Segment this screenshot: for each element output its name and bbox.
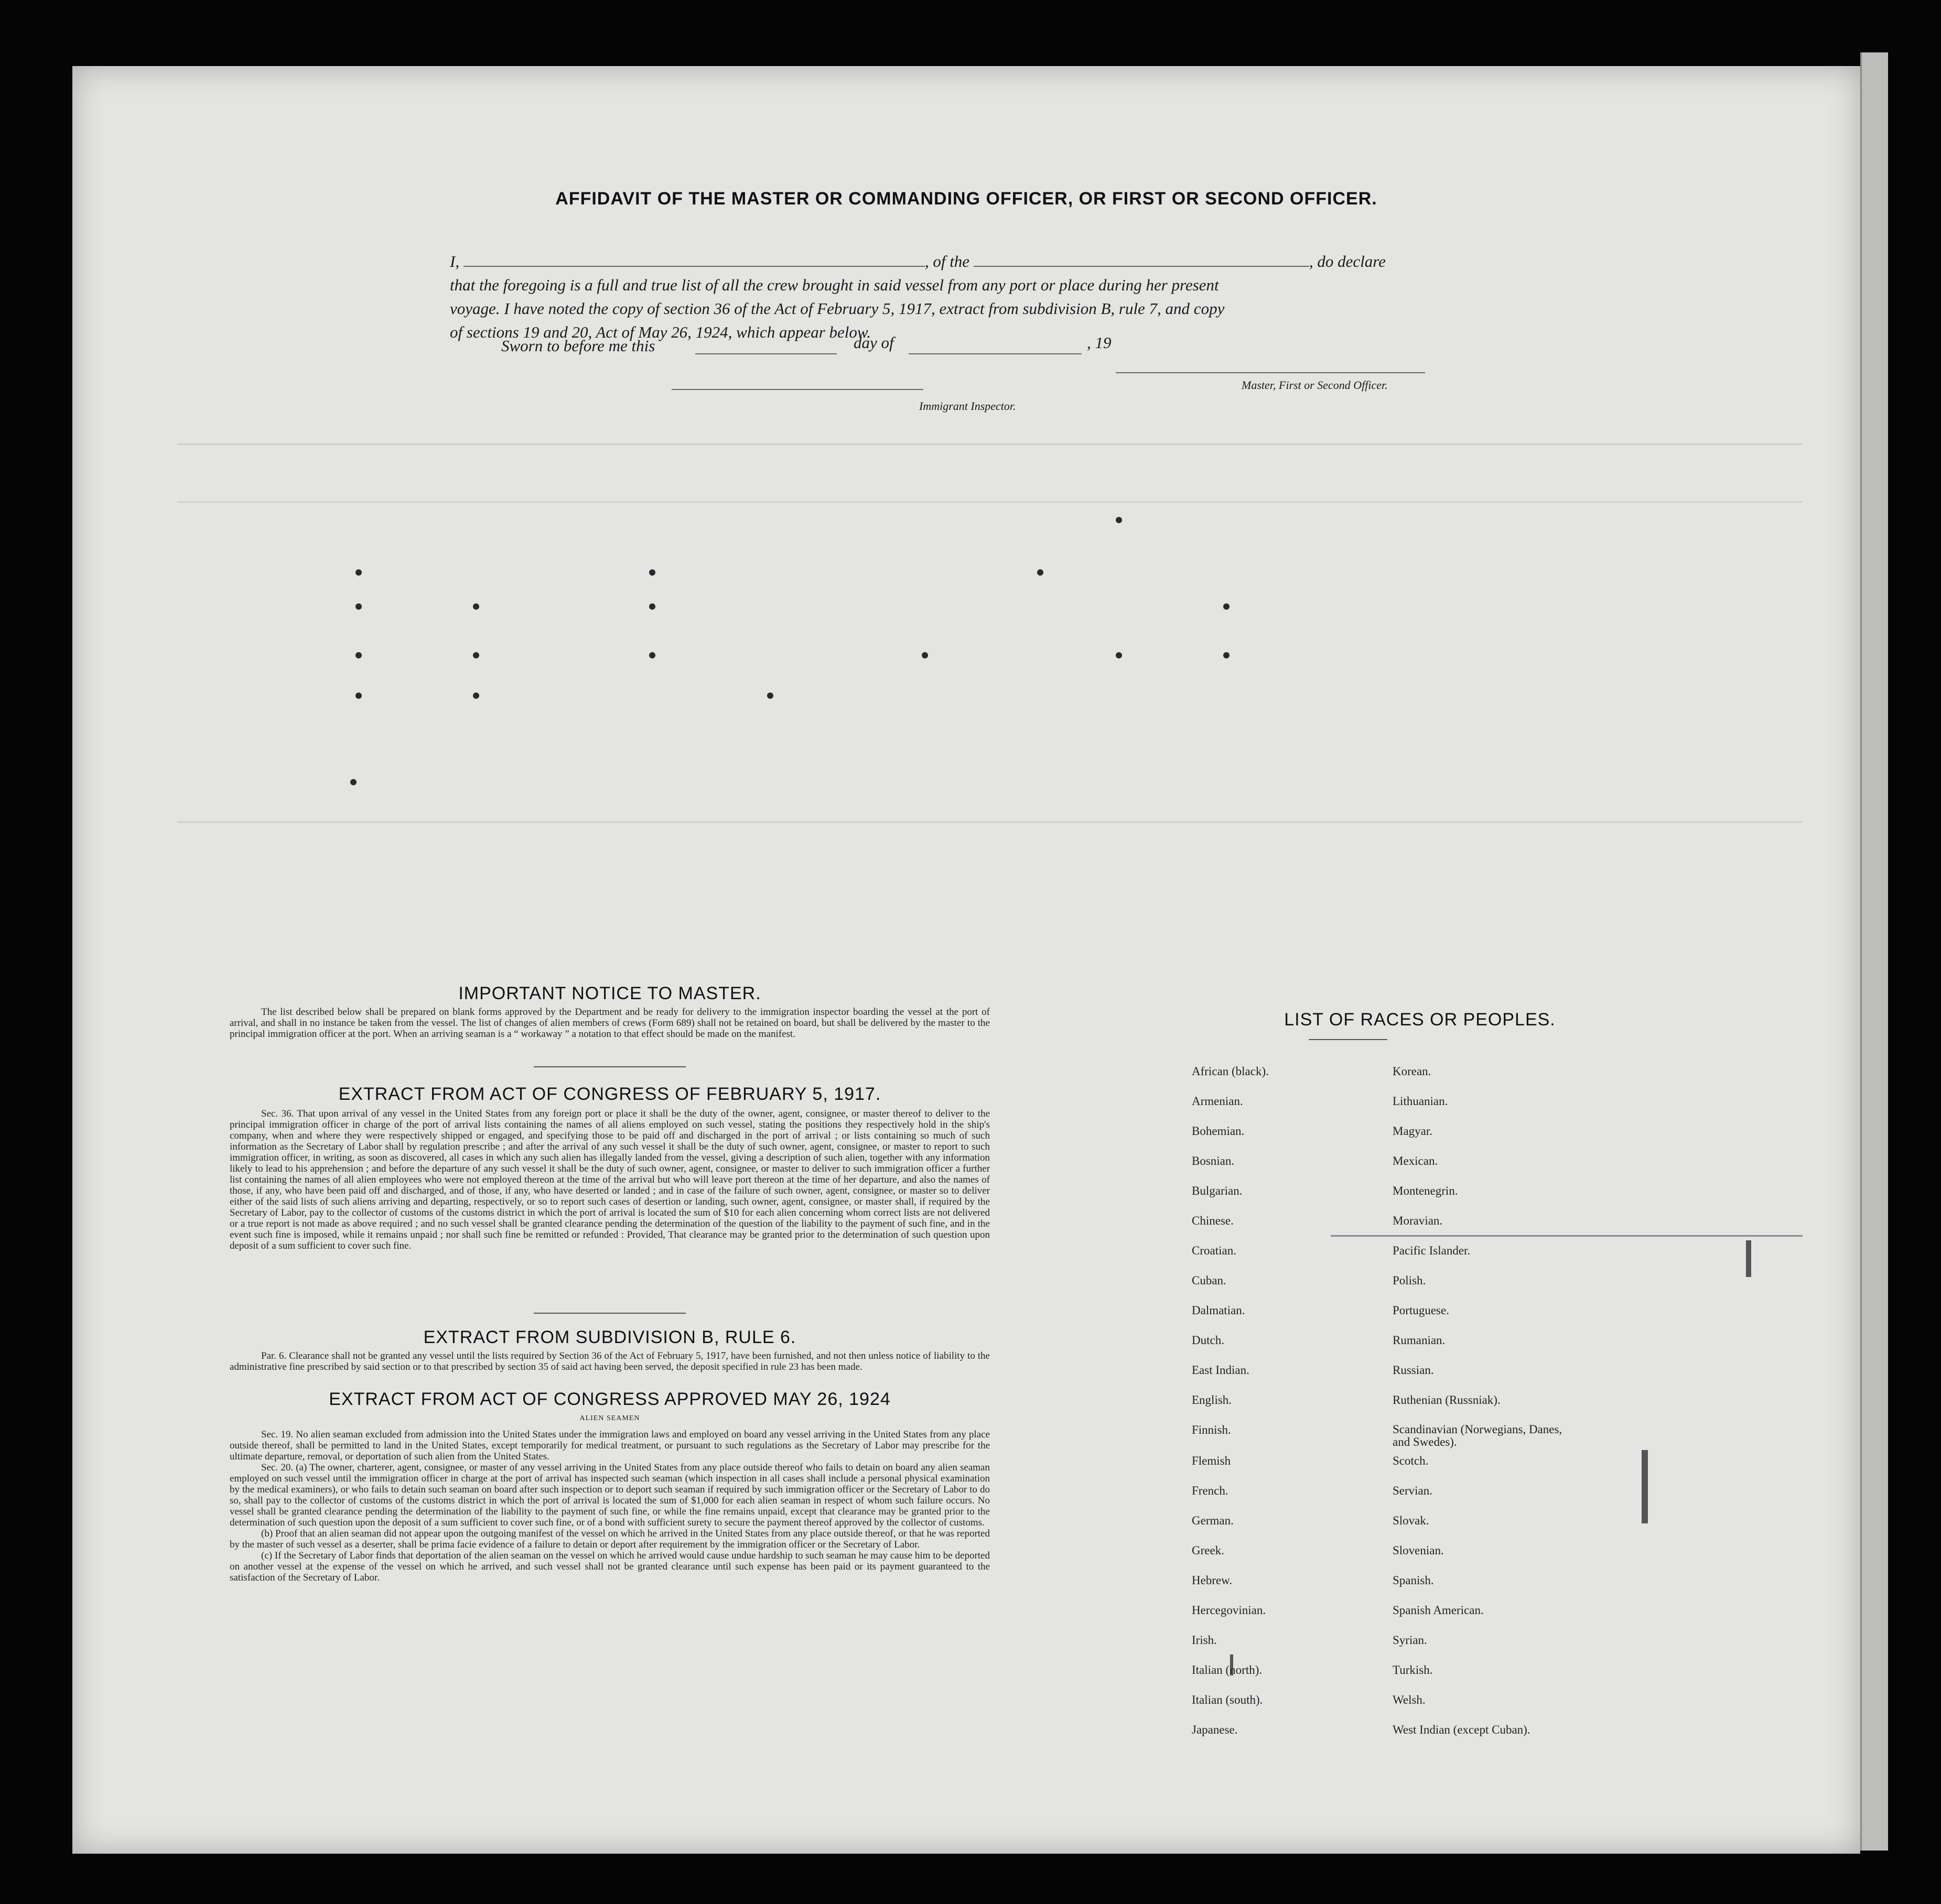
ink-dot xyxy=(649,569,655,576)
race-item: Montenegrin. xyxy=(1393,1184,1458,1197)
race-item: African (black). xyxy=(1192,1065,1269,1078)
race-item: Rumanian. xyxy=(1393,1334,1446,1347)
document-page xyxy=(72,66,1860,1854)
ink-dot xyxy=(355,569,362,576)
affidavit-of-the: , of the xyxy=(924,252,970,271)
day-of-label: day of xyxy=(854,333,894,352)
race-item: Italian (south). xyxy=(1192,1693,1263,1706)
extract-1924-title: EXTRACT FROM ACT OF CONGRESS APPROVED MAY 26, 1924 xyxy=(329,1389,891,1409)
race-item: Korean. xyxy=(1393,1065,1431,1078)
race-item: Scotch. xyxy=(1393,1454,1429,1467)
extract-1917-title: EXTRACT FROM ACT OF CONGRESS OF FEBRUARY 5, 1917. xyxy=(338,1084,881,1104)
race-item: Moravian. xyxy=(1393,1214,1443,1227)
race-item: Bulgarian. xyxy=(1192,1184,1243,1197)
race-item: Hebrew. xyxy=(1192,1574,1233,1587)
divider xyxy=(534,1066,686,1067)
race-item: Chinese. xyxy=(1192,1214,1234,1227)
race-item: Ruthenian (Russniak). xyxy=(1393,1393,1501,1407)
ink-dot xyxy=(767,693,773,699)
race-item: Finnish. xyxy=(1192,1423,1231,1436)
ink-dot xyxy=(355,693,362,699)
ink-mark xyxy=(1331,1235,1803,1237)
race-item: Servian. xyxy=(1393,1484,1433,1497)
race-item: Turkish. xyxy=(1393,1663,1433,1676)
divider xyxy=(1309,1039,1387,1040)
ink-dot xyxy=(350,779,357,785)
ink-dot xyxy=(355,603,362,610)
race-item: Portuguese. xyxy=(1393,1304,1449,1317)
bleed-through-text xyxy=(177,491,1803,503)
bleed-through-text xyxy=(177,433,1803,445)
important-notice-title: IMPORTANT NOTICE TO MASTER. xyxy=(458,983,761,1003)
extract-1924-sec20b: (b) Proof that an alien seaman did not appear upon the outgoing manifest of the vessel on which he arrived in the United States from any place outside thereof, or that he was reported by the master of such vessel as a deserter, shall be prima facie evidence of a failure to detain or deport after requirement by the immigration officer or the Secretary of Labor. xyxy=(230,1528,990,1550)
affidavit-line-3: voyage. I have noted the copy of section 36 of the Act of February 5, 1917, extract from subdivision B, rule 7, and copy xyxy=(450,299,1225,318)
race-item: Italian (north). xyxy=(1192,1663,1263,1676)
race-item: Syrian. xyxy=(1393,1633,1427,1647)
affidavit-statement xyxy=(450,250,1540,344)
master-signature-line[interactable] xyxy=(1116,372,1425,373)
ink-dot xyxy=(1116,652,1122,658)
extract-1917-text: Sec. 36. That upon arrival of any vessel in the United States from any foreign port or place it shall be the duty of the owner, agent, consignee, or master thereof to deliver to the principal immigration officer in charge of the port of arrival lists containing the names of all aliens employed on such vessel, stating the positions they respectively hold in the ship's company, when and where they were respectively shipped or engaged, and specifying those to be paid off and discharged in the port of arrival ; or lists containing so much of such information as the Secretary of Labor shall by regulation prescribe ; and after the arrival of any such vessel it shall be the duty of such owner, agent, consignee, or master to report to such immigration officer, in writing, as soon as discovered, all cases in which any such alien has illegally landed from the vessel, giving a description of such alien, together with any information likely to lead to his apprehension ; and before the departure of any such vessel it shall be the duty of such owner, agent, consignee, or master to deliver to such immigration officer a further list containing the names of all alien employees who were not employed thereon at the time of the arrival but who will leave port thereon at the time of her departure, and also the names of those, if any, who have been paid off and discharged, and of those, if any, who have deserted or landed ; and in case of the failure of such owner, agent, consignee, or master so to deliver either of the said lists of such aliens arriving and departing, respectively, or so to report such cases of desertion or landing, such owner, agent, consignee, or master shall, if required by the Secretary of Labor, pay to the collector of customs of the customs district in which the port of arrival is located the sum of $10 for each alien concerning whom correct lists are not delivered or a true report is not made as above required ; and no such vessel shall be granted clearance pending the determination of the question of the liability to the payment of such fine, and in the event such fine is imposed, while it remains unpaid ; nor shall such fine be remitted or refunded : Provided, That clearance may be granted prior to the determination of such question upon deposit of a sum sufficient to cover such fine. xyxy=(230,1108,990,1251)
race-item: Dalmatian. xyxy=(1192,1304,1245,1317)
extract-rule6-body xyxy=(230,1350,990,1372)
extract-1924-sec20a: Sec. 20. (a) The owner, charterer, agent, consignee, or master of any vessel arriving in the United States from any place outside thereof who fails to detain on board any alien seaman employed on such vessel until the immigration officer in charge at the port of arrival has inspected such seaman (which inspection in all cases shall include a personal physical examination by the medical examiners), or who fails to detain such seaman on board after such inspection or to deport such seaman if required by such immigration officer or the Secretary of Labor to do so, shall pay to the collector of customs of the customs district in which the port of arrival is located the sum of $1,000 for each alien seaman in respect of whom such failure occurs. No vessel shall be granted clearance pending the determination of the liability to the payment of such fine, or while the fine remains unpaid, except that clearance may be granted prior to the determination of such question upon the deposit of a sum sufficient to cover such fine, or of a bond with sufficient surety to secure the payment thereof approved by the collector of customs. xyxy=(230,1462,990,1528)
race-item: Greek. xyxy=(1192,1544,1224,1557)
race-item: East Indian. xyxy=(1192,1364,1249,1377)
race-item: Scandinavian (Norwegians, Danes, and Swedes). xyxy=(1393,1423,1562,1448)
sworn-prefix: Sworn to before me this xyxy=(501,337,655,355)
race-item: Pacific Islander. xyxy=(1393,1244,1471,1257)
ink-dot xyxy=(473,603,479,610)
race-item: Polish. xyxy=(1393,1274,1426,1287)
affidavit-line-1 xyxy=(450,250,1540,273)
sworn-day-field[interactable] xyxy=(695,353,837,354)
ink-dot xyxy=(1223,652,1230,658)
race-item: Spanish American. xyxy=(1393,1604,1484,1617)
affidavit-line-4: of sections 19 and 20, Act of May 26, 1924, which appear below. xyxy=(450,323,871,341)
divider xyxy=(534,1313,686,1314)
race-item: Bohemian. xyxy=(1192,1124,1245,1138)
inspector-label: Immigrant Inspector. xyxy=(919,399,1016,413)
race-item: French. xyxy=(1192,1484,1228,1497)
race-item: Lithuanian. xyxy=(1393,1095,1448,1108)
races-title: LIST OF RACES OR PEOPLES. xyxy=(1284,1010,1556,1030)
ink-dot xyxy=(649,603,655,610)
race-item: Slovak. xyxy=(1393,1514,1429,1527)
race-item: Magyar. xyxy=(1393,1124,1433,1138)
officer-name-field[interactable] xyxy=(463,252,925,267)
ink-dot xyxy=(1037,569,1043,576)
race-item: Bosnian. xyxy=(1192,1154,1235,1167)
ink-mark xyxy=(1642,1450,1648,1523)
extract-1924-body xyxy=(230,1429,990,1583)
ink-dot xyxy=(649,652,655,658)
ink-dot xyxy=(1223,603,1230,610)
race-item: Flemish xyxy=(1192,1454,1231,1467)
race-item: Russian. xyxy=(1393,1364,1434,1377)
important-notice-text: The list described below shall be prepared on blank forms approved by the Department and be ready for delivery to the immigration inspector boarding the vessel at the port of arrival, and shall in no instance be taken from the vessel. The list of changes of alien members of crews (Form 689) shall not be retained on board, but shall be delivered by the master to the principal immigration officer at the port. When an arriving seaman is a “ workaway ” a notation to that effect should be made on the manifest. xyxy=(230,1007,990,1040)
race-item: German. xyxy=(1192,1514,1234,1527)
race-item: Mexican. xyxy=(1393,1154,1438,1167)
inspector-signature-line[interactable] xyxy=(672,389,923,390)
race-item: Japanese. xyxy=(1192,1723,1238,1736)
race-item: English. xyxy=(1192,1393,1232,1407)
race-item: Dutch. xyxy=(1192,1334,1224,1347)
ink-dot xyxy=(355,652,362,658)
affidavit-line-2: that the foregoing is a full and true list of all the crew brought in said vessel from any port or place during her present xyxy=(450,276,1219,294)
extract-1924-sec19: Sec. 19. No alien seaman excluded from admission into the United States under the immigration laws and employed on board any vessel arriving in the United States from any place outside thereof, shall be permitted to land in the United States, except temporarily for medical treatment, or pursuant to such regulations as the Secretary of Labor may prescribe for the ultimate departure, removal, or deportation of such alien from the United States. xyxy=(230,1429,990,1462)
extract-rule6-text: Par. 6. Clearance shall not be granted any vessel until the lists required by Section 36 of the Act of February 5, 1917, have been furnished, and not then unless notice of liability to the administrative fine prescribed by said section or to that prescribed by section 35 of said act having been served, the deposit specified in rule 23 has been made. xyxy=(230,1350,990,1372)
ink-dot xyxy=(473,652,479,658)
ink-dot xyxy=(922,652,928,658)
race-item: Spanish. xyxy=(1393,1574,1434,1587)
affidavit-i: I, xyxy=(450,252,460,271)
race-item: West Indian (except Cuban). xyxy=(1393,1723,1530,1736)
extract-rule6-title: EXTRACT FROM SUBDIVISION B, RULE 6. xyxy=(423,1327,796,1347)
extract-1924-sec20c: (c) If the Secretary of Labor finds that deportation of the alien seaman on the vessel on which he arrived would cause undue hardship to such seaman he may cause him to be deported on another vessel at the expense of the vessel on which he arrived, and such vessel shall not be granted clearance until such expense has been paid or its payment guaranteed to the satisfaction of the Secretary of Labor. xyxy=(230,1550,990,1583)
master-label: Master, First or Second Officer. xyxy=(1242,378,1388,392)
affidavit-do-declare: , do declare xyxy=(1309,252,1386,271)
alien-seamen-subtitle: ALIEN SEAMEN xyxy=(579,1414,640,1422)
binding-strip xyxy=(1860,52,1888,1851)
race-item: Irish. xyxy=(1192,1633,1217,1647)
important-notice-body xyxy=(230,1007,990,1040)
race-item: Cuban. xyxy=(1192,1274,1226,1287)
race-item: Welsh. xyxy=(1393,1693,1426,1706)
ink-dot xyxy=(1116,517,1122,523)
affidavit-title: AFFIDAVIT OF THE MASTER OR COMMANDING OFFICER, OR FIRST OR SECOND OFFICER. xyxy=(555,189,1377,209)
vessel-name-field[interactable] xyxy=(974,252,1309,267)
race-item: Hercegovinian. xyxy=(1192,1604,1266,1617)
race-item: Slovenian. xyxy=(1393,1544,1444,1557)
ink-dot xyxy=(473,693,479,699)
extract-1917-body xyxy=(230,1108,990,1251)
bleed-through-text xyxy=(177,810,1803,823)
year-prefix: , 19 xyxy=(1087,333,1112,352)
race-item: Armenian. xyxy=(1192,1095,1243,1108)
sworn-month-field[interactable] xyxy=(909,353,1082,354)
ink-mark xyxy=(1746,1240,1751,1277)
race-item: Croatian. xyxy=(1192,1244,1236,1257)
